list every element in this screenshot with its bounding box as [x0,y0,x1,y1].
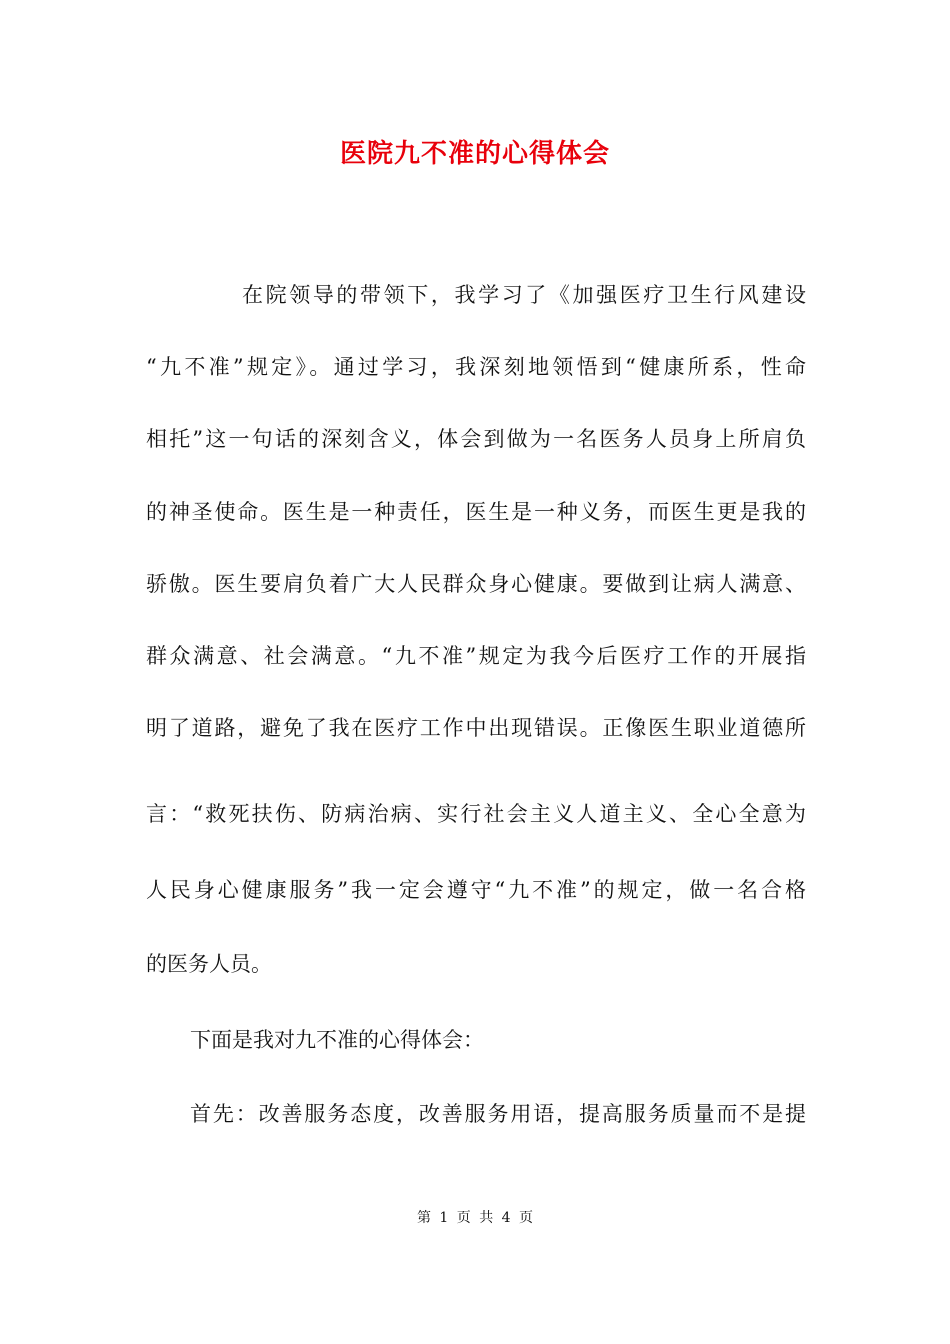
paragraph-line: 的神圣使命。医生是一种责任，医生是一种义务，而医生更是我的 [146,500,806,524]
page-footer: 第 1 页 共 4 页 [416,1210,534,1226]
paragraph-line: 首先：改善服务态度，改善服务用语，提高服务质量而不是提 [190,1102,806,1126]
paragraph-line: 在院领导的带领下，我学习了《加强医疗卫生行风建设 [242,283,806,307]
paragraph-line: 骄傲。医生要肩负着广大人民群众身心健康。要做到让病人满意、 [146,572,806,596]
paragraph-line: 人民身心健康服务”我一定会遵守“九不准”的规定，做一名合格 [146,878,806,902]
paragraph-line: 言：“救死扶伤、防病治病、实行社会主义人道主义、全心全意为 [146,802,806,826]
paragraph-line: 的医务人员。 [146,952,272,976]
paragraph-line: 明了道路，避免了我在医疗工作中出现错误。正像医生职业道德所 [146,716,806,740]
paragraph-line: “九不准”规定》。通过学习，我深刻地领悟到“健康所系，性命 [146,355,806,379]
paragraph-line: 群众满意、社会满意。“九不准”规定为我今后医疗工作的开展指 [146,644,806,668]
paragraph-line: 相托”这一句话的深刻含义，体会到做为一名医务人员身上所肩负 [146,427,806,451]
document-title: 医院九不准的心得体会 [339,139,610,169]
paragraph-line: 下面是我对九不准的心得体会： [190,1028,484,1052]
